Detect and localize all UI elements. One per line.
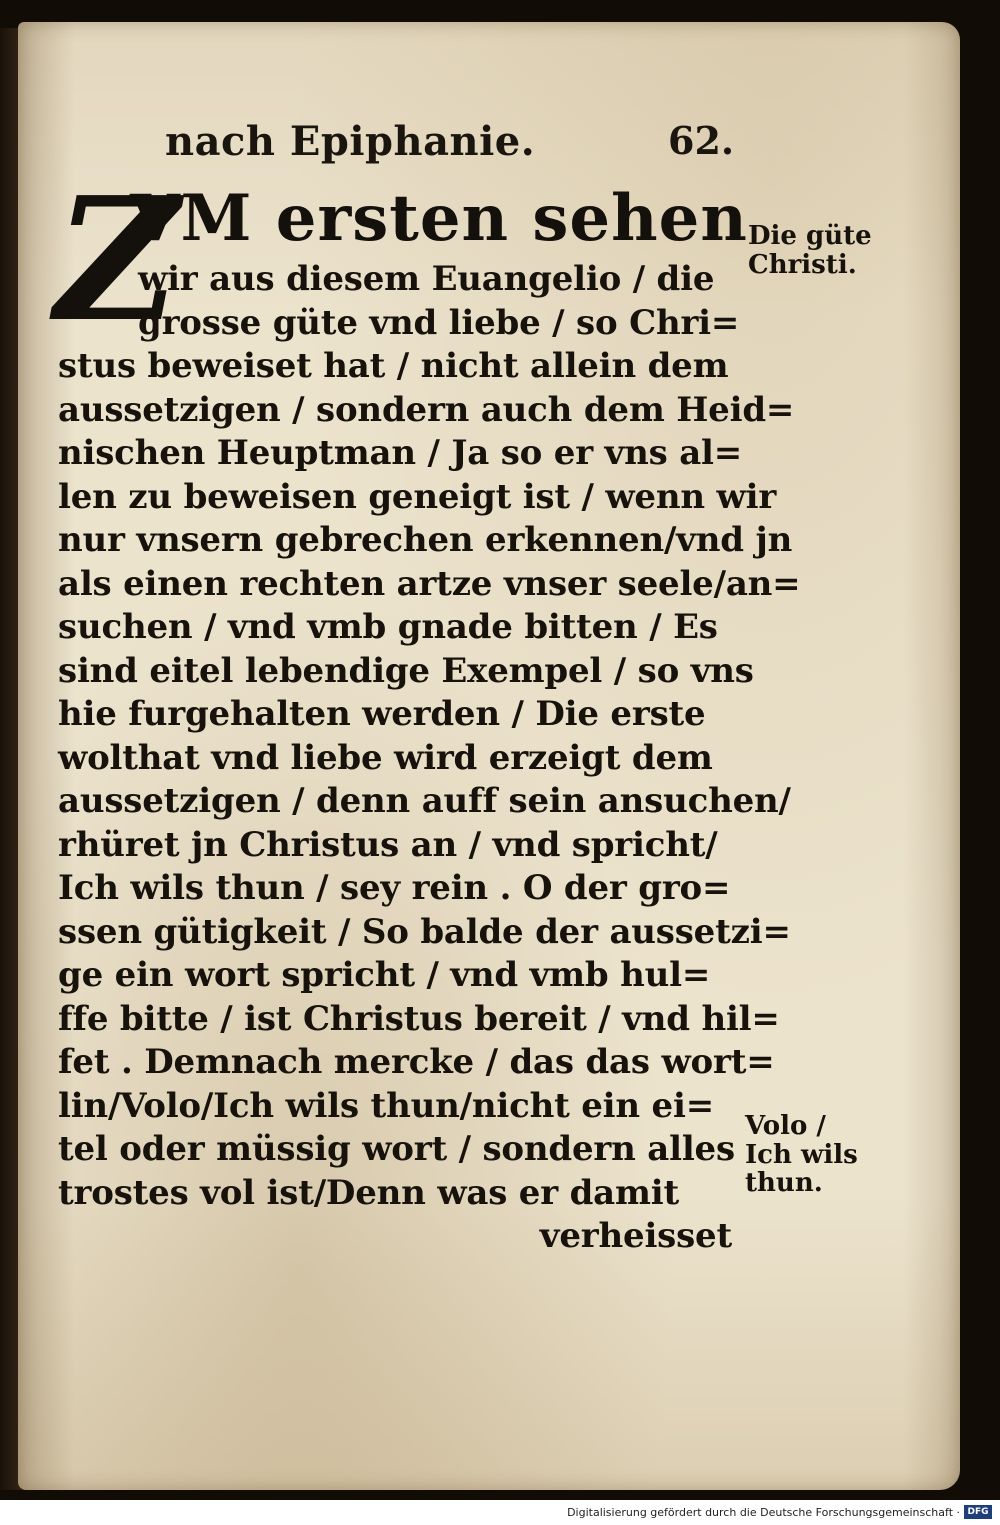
- marginal-note-line: Die güte: [748, 221, 872, 251]
- marginal-note-volo: [745, 1112, 858, 1198]
- marginal-note-line: Volo /: [745, 1111, 826, 1141]
- text-line: wolthat vnd liebe wird erzeigt dem: [58, 737, 713, 778]
- body-text: [58, 258, 801, 1259]
- marginal-note-line: Christi.: [748, 249, 857, 280]
- text-line: aussetzigen / denn auff sein ansuchen/: [58, 781, 791, 821]
- text-line: aussetzigen / sondern auch dem Heid=: [58, 389, 795, 430]
- opening-line: VM ersten sehen: [130, 181, 748, 256]
- text-line: suchen / vnd vmb gnade bitten / Es: [58, 607, 718, 647]
- marginal-note-line: thun.: [745, 1168, 823, 1199]
- marginal-note-goodness: [748, 222, 872, 279]
- catchword-line: verheisset: [539, 1216, 732, 1256]
- page-number: 62.: [668, 118, 735, 163]
- text-line: nur vnsern gebrechen erkennen/vnd jn: [58, 520, 793, 560]
- text-line: len zu beweisen geneigt ist / wenn wir: [58, 476, 777, 517]
- text-line: fet . Demnach mercke / das das wort=: [58, 1042, 775, 1082]
- text-line: grosse güte vnd liebe / so Chri=: [138, 302, 740, 343]
- decorated-initial: Z: [55, 160, 180, 360]
- text-line: ge ein wort spricht / vnd vmb hul=: [58, 955, 711, 995]
- text-line: stus beweiset hat / nicht allein dem: [58, 346, 729, 386]
- text-line: Ich wils thun / sey rein . O der gro=: [58, 868, 731, 908]
- funding-credit: Digitalisierung gefördert durch die Deutsche Forschungsgemeinschaft ·: [567, 1506, 960, 1519]
- text-line: ffe bitte / ist Christus bereit / vnd hil=: [58, 998, 780, 1039]
- text-line: sind eitel lebendige Exempel / so vns: [58, 650, 754, 691]
- text-line: wir aus diesem Euangelio / die: [138, 259, 715, 299]
- text-line: tel oder müssig wort / sondern alles: [58, 1129, 735, 1169]
- text-line: als einen rechten artze vnser seele/an=: [58, 563, 801, 604]
- marginal-note-line: Ich wils: [745, 1139, 858, 1170]
- dfg-logo: DFG: [964, 1505, 992, 1519]
- text-line: lin/Volo/Ich wils thun/nicht ein ei=: [58, 1085, 714, 1126]
- running-head: nach Epiphanie.: [165, 118, 536, 165]
- text-line: nischen Heuptman / Ja so er vns al=: [58, 433, 743, 473]
- text-line: rhüret jn Christus an / vnd spricht/: [58, 824, 718, 865]
- text-line: hie furgehalten werden / Die erste: [58, 694, 706, 734]
- text-line: ssen gütigkeit / So balde der aussetzi=: [58, 911, 791, 952]
- text-line: trostes vol ist/Denn was er damit: [58, 1172, 679, 1213]
